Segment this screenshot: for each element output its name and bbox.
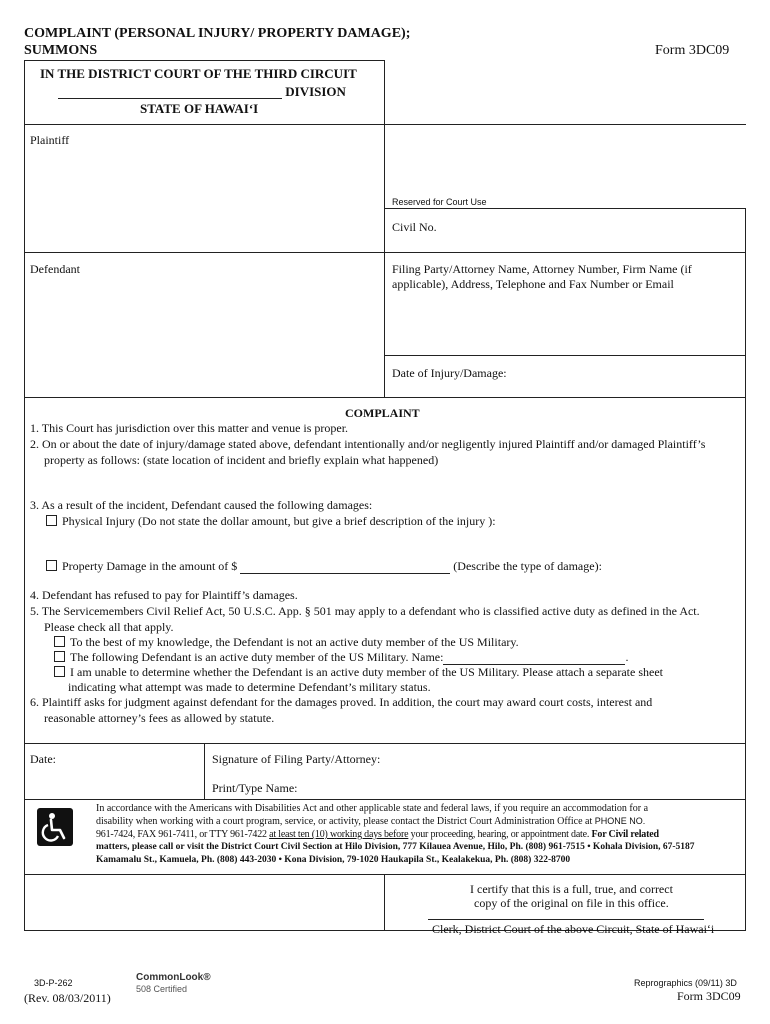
complaint-item-6: 6. Plaintiff asks for judgment against defendant for the damages proved. In addition, the court may award court costs, interest and <box>30 695 653 709</box>
ada-notice <box>96 802 744 867</box>
property-damage-checkbox[interactable] <box>46 560 57 571</box>
complaint-item-5: 5. The Servicemembers Civil Relief Act, 50 U.S.C. App. § 501 may apply to a defendant who is classified active duty as defined in the Act. <box>30 604 700 618</box>
signature-divider <box>204 743 205 799</box>
reprographics-label: Reprographics (09/11) 3D <box>634 978 737 988</box>
print-name-label: Print/Type Name: <box>212 781 298 795</box>
division-line <box>58 84 346 99</box>
filing-party-label-2: applicable), Address, Telephone and Fax Number or Email <box>392 277 674 291</box>
complaint-item-4: 4. Defendant has refused to pay for Plaintiff’s damages. <box>30 588 298 602</box>
physical-injury-checkbox[interactable] <box>46 515 57 526</box>
civil-box-top <box>384 208 746 209</box>
certify-box-left <box>384 874 385 931</box>
clerk-label: Clerk, District Court of the above Circuit, State of Hawai‘i <box>432 922 715 936</box>
property-damage-amount-field[interactable] <box>240 561 450 574</box>
reserved-label: Reserved for Court Use <box>392 197 487 207</box>
ada-line-5: Kamamalu St., Kamuela, Ph. (808) 443-2030 • Kona Division, 79-1020 Haukapila St., Kealakekua, Ph. (808) 322-8700 <box>96 855 571 865</box>
physical-injury-label: Physical Injury (Do not state the dollar amount, but give a brief description of the injury ): <box>62 514 496 528</box>
form-border-left <box>24 124 25 931</box>
complaint-item-5-cont: Please check all that apply. <box>44 620 174 634</box>
military-option-c <box>54 665 663 680</box>
ada-line-1: In accordance with the Americans with Disabilities Act and other applicable state and federal laws, if you require an accommodation for a <box>96 803 649 814</box>
division-label: DIVISION <box>285 84 346 99</box>
form-border-right <box>745 208 746 931</box>
form-number: Form 3DC09 <box>655 43 730 58</box>
filing-party-label: Filing Party/Attorney Name, Attorney Number, Firm Name (if <box>392 262 692 276</box>
commonlook-logo: CommonLook® <box>136 972 211 983</box>
property-damage-describe: (Describe the type of damage): <box>453 559 602 573</box>
not-active-duty-label: To the best of my knowledge, the Defendant is not an active duty member of the US Military. <box>70 635 519 649</box>
complaint-item-6-cont: reasonable attorney’s fees as allowed by statute. <box>44 711 275 725</box>
ada-line-3: 961-7424, FAX 961-7411, or TTY 961-7422 at least ten (10) working days before your proceeding, hearing, or appointment date. For Civil related <box>96 829 659 840</box>
unable-to-determine-label: I am unable to determine whether the Defendant is an active duty member of the US Military. Please attach a separate sheet <box>70 665 663 679</box>
signature-row-top <box>24 743 746 744</box>
complaint-item-3: 3. As a result of the incident, Defendant caused the following damages: <box>30 498 373 512</box>
civil-no-label: Civil No. <box>392 220 437 234</box>
certify-text-2: copy of the original on file in this office. <box>474 896 669 910</box>
508-certified-label: 508 Certified <box>136 984 188 994</box>
form-title-summons: SUMMONS <box>24 43 98 58</box>
ada-line-2: disability when working with a court program, service, or activity, please contact the District Court Administration Office at PHONE NO. <box>96 816 646 827</box>
date-of-injury-label: Date of Injury/Damage: <box>392 366 507 380</box>
complaint-item-2: 2. On or about the date of injury/damage stated above, defendant intentionally and/or negligently injured Plaintiff and/or damaged Plaintiff’s <box>30 437 706 451</box>
caption-box-top <box>24 60 385 61</box>
signature-label: Signature of Filing Party/Attorney: <box>212 752 381 766</box>
certify-text-1: I certify that this is a full, true, and correct <box>470 882 673 896</box>
active-duty-name-field[interactable] <box>443 652 625 665</box>
form-title: COMPLAINT (PERSONAL INJURY/ PROPERTY DAMAGE); <box>24 26 411 41</box>
active-duty-label: The following Defendant is an active duty member of the US Military. Name: <box>70 650 444 664</box>
physical-injury-option <box>46 514 496 529</box>
defendant-row-top <box>24 252 746 253</box>
division-blank[interactable] <box>58 86 282 99</box>
wheelchair-icon <box>37 808 73 846</box>
revision-date: (Rev. 08/03/2011) <box>24 991 111 1005</box>
caption-box-left <box>24 60 25 124</box>
date-injury-top <box>384 355 746 356</box>
clerk-signature-line[interactable] <box>428 919 704 920</box>
military-option-b: The following Defendant is an active duty member of the US Military. Name: . <box>54 650 628 665</box>
ada-row-top <box>24 799 746 800</box>
caption-divider <box>384 60 385 397</box>
defendant-label: Defendant <box>30 262 80 276</box>
property-damage-option <box>46 559 602 574</box>
military-option-c-cont: indicating what attempt was made to determine Defendant’s military status. <box>68 680 431 694</box>
court-name: IN THE DISTRICT COURT OF THE THIRD CIRCUIT <box>40 66 357 81</box>
complaint-item-2-cont: property as follows: (state location of incident and briefly explain what happened) <box>44 453 439 467</box>
state-name: STATE OF HAWAI‘I <box>140 101 259 116</box>
complaint-heading: COMPLAINT <box>345 406 420 420</box>
complaint-item-1: 1. This Court has jurisdiction over this matter and venue is proper. <box>30 421 349 435</box>
form-grid-top <box>24 124 746 125</box>
plaintiff-label: Plaintiff <box>30 133 70 147</box>
ada-line-4: matters, please call or visit the District Court Civil Section at Hilo Division, 777 Kilauea Avenue, Hilo, Ph. (808) 961-7515 • Kohala Division, 67-5187 <box>96 842 695 852</box>
form-code: 3D-P-262 <box>34 978 73 988</box>
ada-row-bottom <box>24 874 746 875</box>
unable-to-determine-checkbox[interactable] <box>54 666 65 677</box>
military-option-a <box>54 635 519 650</box>
not-active-duty-checkbox[interactable] <box>54 636 65 647</box>
property-damage-label: Property Damage in the amount of $ <box>62 559 238 573</box>
footer-form-number: Form 3DC09 <box>677 989 741 1003</box>
complaint-top <box>24 397 746 398</box>
date-label: Date: <box>30 752 56 766</box>
active-duty-checkbox[interactable] <box>54 651 65 662</box>
